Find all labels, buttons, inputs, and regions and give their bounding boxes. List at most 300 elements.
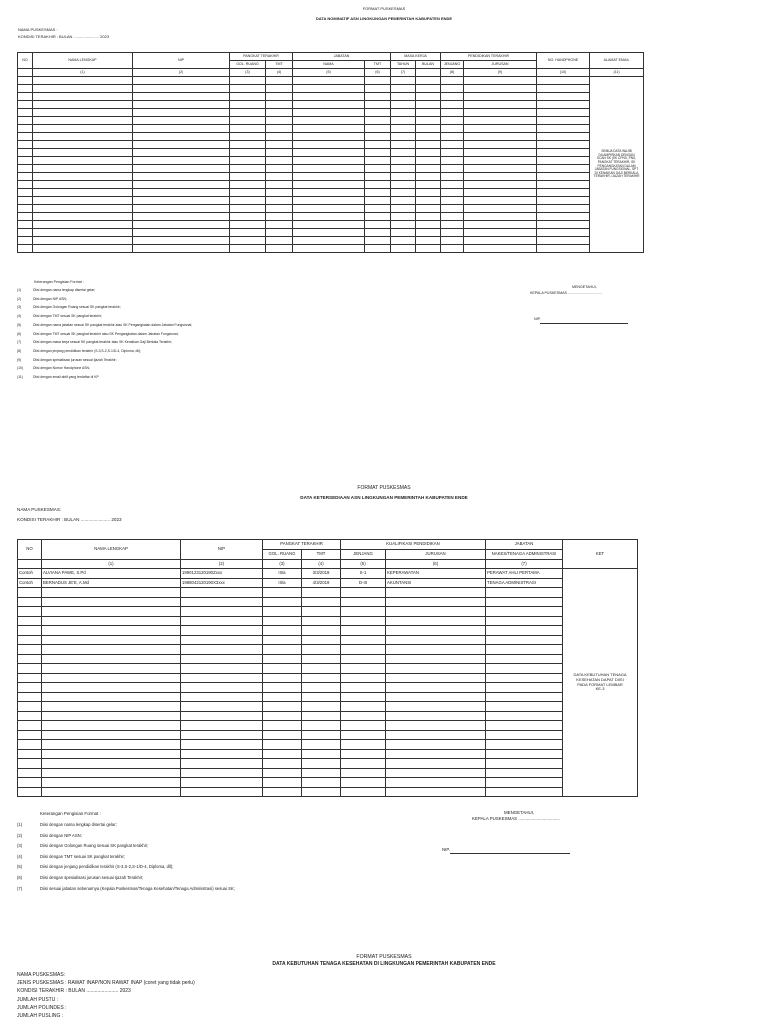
table-cell[interactable] xyxy=(293,133,365,141)
table-cell[interactable] xyxy=(537,197,590,205)
table-cell[interactable] xyxy=(181,702,263,712)
table-cell[interactable] xyxy=(266,205,293,213)
table-cell[interactable] xyxy=(181,759,263,769)
table-cell[interactable] xyxy=(464,149,537,157)
table-cell[interactable] xyxy=(266,221,293,229)
table-cell[interactable] xyxy=(293,165,365,173)
table-cell[interactable] xyxy=(293,205,365,213)
table-cell[interactable] xyxy=(486,768,563,778)
table-cell[interactable] xyxy=(181,664,263,674)
table-cell[interactable] xyxy=(341,740,386,750)
table-cell[interactable] xyxy=(33,157,133,165)
table-cell[interactable] xyxy=(416,205,441,213)
table-cell[interactable] xyxy=(486,616,563,626)
table-cell[interactable] xyxy=(537,141,590,149)
table-cell[interactable] xyxy=(365,181,391,189)
table-cell[interactable] xyxy=(42,759,181,769)
table-cell[interactable] xyxy=(464,213,537,221)
table-cell[interactable] xyxy=(486,702,563,712)
table-cell[interactable] xyxy=(33,189,133,197)
table-cell[interactable] xyxy=(18,616,42,626)
table-cell[interactable] xyxy=(33,141,133,149)
table-cell[interactable] xyxy=(230,213,266,221)
table-cell[interactable] xyxy=(18,125,33,133)
table-cell[interactable] xyxy=(18,635,42,645)
table-cell[interactable] xyxy=(416,173,441,181)
table-cell[interactable] xyxy=(365,229,391,237)
table-cell[interactable] xyxy=(416,125,441,133)
table-cell[interactable] xyxy=(416,237,441,245)
table-cell[interactable] xyxy=(302,778,341,788)
table-cell[interactable] xyxy=(486,635,563,645)
table-cell[interactable] xyxy=(386,616,486,626)
table-cell[interactable] xyxy=(133,245,230,253)
table-cell[interactable] xyxy=(486,749,563,759)
table-cell[interactable] xyxy=(18,607,42,617)
table-cell[interactable] xyxy=(486,645,563,655)
table-cell[interactable] xyxy=(293,109,365,117)
table-cell[interactable] xyxy=(441,229,464,237)
table-cell[interactable] xyxy=(230,165,266,173)
table-cell[interactable] xyxy=(341,626,386,636)
table-cell[interactable] xyxy=(18,740,42,750)
table-cell[interactable] xyxy=(441,141,464,149)
table-cell[interactable] xyxy=(18,141,33,149)
table-cell[interactable] xyxy=(341,692,386,702)
table-cell[interactable] xyxy=(341,787,386,797)
table-cell[interactable] xyxy=(230,141,266,149)
table-cell[interactable] xyxy=(464,125,537,133)
table-cell[interactable] xyxy=(441,149,464,157)
table-cell[interactable] xyxy=(293,189,365,197)
table-cell[interactable] xyxy=(441,101,464,109)
table-cell[interactable] xyxy=(181,740,263,750)
table-cell[interactable] xyxy=(18,213,33,221)
table-cell[interactable] xyxy=(391,109,416,117)
table-cell[interactable] xyxy=(416,245,441,253)
table-cell[interactable]: 3/3/2019 xyxy=(302,569,341,579)
table-cell[interactable] xyxy=(537,109,590,117)
table-cell[interactable] xyxy=(386,645,486,655)
table-cell[interactable]: III/a xyxy=(263,578,302,588)
table-cell[interactable] xyxy=(18,759,42,769)
table-cell[interactable] xyxy=(181,721,263,731)
table-cell[interactable] xyxy=(18,77,33,85)
table-cell[interactable] xyxy=(266,93,293,101)
table-cell[interactable] xyxy=(391,141,416,149)
table-cell[interactable] xyxy=(441,85,464,93)
table-cell[interactable] xyxy=(33,133,133,141)
table-cell[interactable] xyxy=(365,157,391,165)
table-cell[interactable] xyxy=(230,205,266,213)
table-cell[interactable] xyxy=(391,245,416,253)
table-cell[interactable] xyxy=(386,654,486,664)
table-cell[interactable] xyxy=(365,101,391,109)
table-cell[interactable] xyxy=(341,664,386,674)
table-cell[interactable] xyxy=(18,626,42,636)
table-cell[interactable] xyxy=(263,702,302,712)
table-cell[interactable] xyxy=(133,125,230,133)
table-cell[interactable] xyxy=(181,645,263,655)
table-cell[interactable] xyxy=(33,125,133,133)
table-cell[interactable] xyxy=(42,749,181,759)
table-cell[interactable] xyxy=(302,654,341,664)
table-cell[interactable] xyxy=(391,229,416,237)
table-cell[interactable] xyxy=(441,189,464,197)
table-cell[interactable] xyxy=(181,588,263,598)
table-cell[interactable] xyxy=(302,683,341,693)
table-cell[interactable] xyxy=(486,730,563,740)
table-cell[interactable] xyxy=(18,205,33,213)
table-cell[interactable] xyxy=(133,213,230,221)
table-cell[interactable] xyxy=(486,683,563,693)
table-cell[interactable] xyxy=(18,683,42,693)
table-cell[interactable] xyxy=(537,93,590,101)
table-cell[interactable] xyxy=(464,133,537,141)
table-cell[interactable]: ALVIANA PAWE, S.Pd xyxy=(42,569,181,579)
table-cell[interactable] xyxy=(266,101,293,109)
table-cell[interactable] xyxy=(18,654,42,664)
table-cell[interactable] xyxy=(42,645,181,655)
table-cell[interactable] xyxy=(386,664,486,674)
table-cell[interactable] xyxy=(33,221,133,229)
table-cell[interactable] xyxy=(33,213,133,221)
table-cell[interactable] xyxy=(263,692,302,702)
table-cell[interactable] xyxy=(302,759,341,769)
table-cell[interactable] xyxy=(18,93,33,101)
table-cell[interactable] xyxy=(18,101,33,109)
table-cell[interactable] xyxy=(263,607,302,617)
table-cell[interactable] xyxy=(391,165,416,173)
table-cell[interactable] xyxy=(537,77,590,85)
table-cell[interactable] xyxy=(302,692,341,702)
table-cell[interactable] xyxy=(33,117,133,125)
table-cell[interactable] xyxy=(181,711,263,721)
table-cell[interactable] xyxy=(365,237,391,245)
table-cell[interactable] xyxy=(537,173,590,181)
table-cell[interactable] xyxy=(416,165,441,173)
table-cell[interactable] xyxy=(133,237,230,245)
table-cell[interactable] xyxy=(33,229,133,237)
table-cell[interactable] xyxy=(464,165,537,173)
table-cell[interactable] xyxy=(537,133,590,141)
table-cell[interactable] xyxy=(18,109,33,117)
table-cell[interactable] xyxy=(441,213,464,221)
table-cell[interactable] xyxy=(230,77,266,85)
table-cell[interactable] xyxy=(391,133,416,141)
table-cell[interactable] xyxy=(181,768,263,778)
table-cell[interactable] xyxy=(293,93,365,101)
table-cell[interactable] xyxy=(266,141,293,149)
table-cell[interactable] xyxy=(33,85,133,93)
table-cell[interactable] xyxy=(263,683,302,693)
table-cell[interactable] xyxy=(537,181,590,189)
table-cell[interactable] xyxy=(464,101,537,109)
table-cell[interactable]: TENAGA ADMINISTRASI xyxy=(486,578,563,588)
table-cell[interactable] xyxy=(263,787,302,797)
table-cell[interactable] xyxy=(302,635,341,645)
table-cell[interactable]: Contoh xyxy=(18,569,42,579)
table-cell[interactable] xyxy=(293,181,365,189)
table-cell[interactable] xyxy=(266,157,293,165)
table-cell[interactable] xyxy=(386,597,486,607)
table-cell[interactable] xyxy=(391,77,416,85)
table-cell[interactable] xyxy=(391,237,416,245)
table-cell[interactable] xyxy=(341,635,386,645)
table-cell[interactable] xyxy=(33,181,133,189)
table-cell[interactable] xyxy=(386,626,486,636)
table-cell[interactable] xyxy=(266,245,293,253)
table-cell[interactable] xyxy=(302,702,341,712)
table-cell[interactable] xyxy=(263,673,302,683)
table-cell[interactable] xyxy=(33,165,133,173)
table-cell[interactable] xyxy=(391,181,416,189)
table-cell[interactable] xyxy=(365,125,391,133)
table-cell[interactable] xyxy=(537,165,590,173)
table-cell[interactable] xyxy=(18,768,42,778)
table-cell[interactable] xyxy=(302,616,341,626)
table-cell[interactable] xyxy=(18,588,42,598)
table-cell[interactable] xyxy=(441,245,464,253)
table-cell[interactable] xyxy=(133,165,230,173)
table-cell[interactable] xyxy=(341,768,386,778)
table-cell[interactable] xyxy=(181,607,263,617)
table-cell[interactable] xyxy=(341,616,386,626)
table-cell[interactable] xyxy=(293,141,365,149)
table-cell[interactable] xyxy=(133,141,230,149)
table-cell[interactable] xyxy=(181,635,263,645)
table-cell[interactable] xyxy=(18,645,42,655)
table-cell[interactable] xyxy=(230,149,266,157)
table-cell[interactable] xyxy=(18,711,42,721)
table-cell[interactable] xyxy=(230,101,266,109)
table-cell[interactable] xyxy=(263,626,302,636)
table-cell[interactable] xyxy=(464,221,537,229)
table-cell[interactable] xyxy=(391,173,416,181)
table-cell[interactable] xyxy=(263,664,302,674)
table-cell[interactable] xyxy=(18,149,33,157)
table-cell[interactable] xyxy=(365,77,391,85)
table-cell[interactable] xyxy=(133,77,230,85)
table-cell[interactable] xyxy=(33,205,133,213)
table-cell[interactable] xyxy=(365,85,391,93)
table-cell[interactable] xyxy=(486,654,563,664)
table-cell[interactable] xyxy=(302,749,341,759)
table-cell[interactable] xyxy=(386,711,486,721)
table-cell[interactable] xyxy=(266,181,293,189)
table-cell[interactable] xyxy=(416,229,441,237)
table-cell[interactable] xyxy=(486,740,563,750)
table-cell[interactable] xyxy=(293,149,365,157)
table-cell[interactable] xyxy=(386,635,486,645)
table-cell[interactable] xyxy=(486,711,563,721)
table-cell[interactable]: AKUNTANSI xyxy=(386,578,486,588)
table-cell[interactable] xyxy=(263,749,302,759)
table-cell[interactable] xyxy=(391,205,416,213)
table-cell[interactable] xyxy=(293,197,365,205)
table-cell[interactable] xyxy=(537,245,590,253)
table-cell[interactable] xyxy=(181,597,263,607)
table-cell[interactable] xyxy=(441,165,464,173)
table-cell[interactable] xyxy=(302,607,341,617)
table-cell[interactable] xyxy=(416,85,441,93)
table-cell[interactable] xyxy=(230,197,266,205)
table-cell[interactable] xyxy=(133,149,230,157)
table-cell[interactable] xyxy=(42,683,181,693)
table-cell[interactable] xyxy=(537,157,590,165)
table-cell[interactable] xyxy=(302,664,341,674)
table-cell[interactable] xyxy=(42,635,181,645)
table-cell[interactable] xyxy=(365,213,391,221)
table-cell[interactable] xyxy=(263,597,302,607)
table-cell[interactable] xyxy=(181,683,263,693)
table-cell[interactable] xyxy=(230,173,266,181)
table-cell[interactable] xyxy=(18,237,33,245)
table-cell[interactable] xyxy=(391,197,416,205)
table-cell[interactable] xyxy=(181,787,263,797)
table-cell[interactable] xyxy=(181,673,263,683)
table-cell[interactable] xyxy=(391,213,416,221)
table-cell[interactable] xyxy=(133,181,230,189)
table-cell[interactable] xyxy=(416,93,441,101)
table-cell[interactable] xyxy=(266,149,293,157)
table-cell[interactable] xyxy=(263,768,302,778)
table-cell[interactable] xyxy=(464,181,537,189)
table-cell[interactable] xyxy=(464,189,537,197)
table-cell[interactable] xyxy=(302,740,341,750)
table-cell[interactable] xyxy=(18,749,42,759)
table-cell[interactable] xyxy=(441,93,464,101)
table-cell[interactable] xyxy=(464,197,537,205)
table-cell[interactable] xyxy=(293,77,365,85)
table-cell[interactable] xyxy=(391,189,416,197)
table-cell[interactable] xyxy=(230,93,266,101)
table-cell[interactable] xyxy=(263,711,302,721)
table-cell[interactable] xyxy=(18,189,33,197)
table-cell[interactable] xyxy=(293,101,365,109)
table-cell[interactable] xyxy=(341,711,386,721)
table-cell[interactable] xyxy=(486,673,563,683)
table-cell[interactable] xyxy=(42,673,181,683)
table-cell[interactable] xyxy=(263,616,302,626)
table-cell[interactable] xyxy=(18,197,33,205)
table-cell[interactable] xyxy=(464,237,537,245)
table-cell[interactable] xyxy=(33,109,133,117)
table-cell[interactable] xyxy=(42,721,181,731)
table-cell[interactable] xyxy=(486,597,563,607)
table-cell[interactable] xyxy=(365,205,391,213)
table-cell[interactable] xyxy=(18,664,42,674)
table-cell[interactable] xyxy=(341,749,386,759)
table-cell[interactable] xyxy=(416,101,441,109)
table-cell[interactable] xyxy=(263,778,302,788)
table-cell[interactable] xyxy=(537,205,590,213)
table-cell[interactable] xyxy=(464,229,537,237)
table-cell[interactable]: D-III xyxy=(341,578,386,588)
table-cell[interactable] xyxy=(341,778,386,788)
table-cell[interactable] xyxy=(416,117,441,125)
table-cell[interactable] xyxy=(42,787,181,797)
table-cell[interactable] xyxy=(365,93,391,101)
table-cell[interactable] xyxy=(341,645,386,655)
table-cell[interactable] xyxy=(416,149,441,157)
table-cell[interactable] xyxy=(391,125,416,133)
table-cell[interactable]: Contoh xyxy=(18,578,42,588)
table-cell[interactable] xyxy=(441,109,464,117)
table-cell[interactable] xyxy=(266,237,293,245)
table-cell[interactable] xyxy=(42,654,181,664)
table-cell[interactable] xyxy=(42,702,181,712)
table-cell[interactable] xyxy=(537,101,590,109)
table-cell[interactable] xyxy=(486,626,563,636)
table-cell[interactable] xyxy=(181,749,263,759)
table-cell[interactable] xyxy=(133,197,230,205)
table-cell[interactable] xyxy=(42,692,181,702)
table-cell[interactable]: BERNADUS JE'E, A.Md xyxy=(42,578,181,588)
table-cell[interactable] xyxy=(365,245,391,253)
table-cell[interactable] xyxy=(133,221,230,229)
table-cell[interactable] xyxy=(486,778,563,788)
table-cell[interactable] xyxy=(365,117,391,125)
table-cell[interactable] xyxy=(266,197,293,205)
table-cell[interactable] xyxy=(302,787,341,797)
table-cell[interactable]: PERAWAT AHLI PERTAMA xyxy=(486,569,563,579)
table-cell[interactable] xyxy=(133,133,230,141)
table-cell[interactable] xyxy=(365,221,391,229)
table-cell[interactable] xyxy=(386,787,486,797)
table-cell[interactable] xyxy=(416,109,441,117)
table-cell[interactable] xyxy=(441,133,464,141)
table-cell[interactable] xyxy=(416,221,441,229)
table-cell[interactable] xyxy=(391,157,416,165)
table-cell[interactable] xyxy=(266,229,293,237)
table-cell[interactable] xyxy=(263,721,302,731)
table-cell[interactable] xyxy=(133,85,230,93)
table-cell[interactable] xyxy=(230,245,266,253)
table-cell[interactable] xyxy=(181,692,263,702)
table-cell[interactable] xyxy=(18,165,33,173)
table-cell[interactable] xyxy=(293,117,365,125)
table-cell[interactable] xyxy=(230,117,266,125)
table-cell[interactable] xyxy=(133,205,230,213)
table-cell[interactable] xyxy=(42,778,181,788)
table-cell[interactable] xyxy=(263,588,302,598)
table-cell[interactable] xyxy=(464,157,537,165)
table-cell[interactable] xyxy=(537,125,590,133)
table-cell[interactable] xyxy=(441,197,464,205)
table-cell[interactable] xyxy=(464,117,537,125)
table-cell[interactable] xyxy=(365,165,391,173)
table-cell[interactable] xyxy=(42,626,181,636)
table-cell[interactable] xyxy=(181,778,263,788)
table-cell[interactable] xyxy=(365,197,391,205)
table-cell[interactable] xyxy=(266,133,293,141)
table-cell[interactable] xyxy=(18,133,33,141)
table-cell[interactable] xyxy=(302,711,341,721)
table-cell[interactable] xyxy=(537,189,590,197)
table-cell[interactable] xyxy=(341,607,386,617)
table-cell[interactable] xyxy=(18,157,33,165)
table-cell[interactable] xyxy=(464,245,537,253)
table-cell[interactable] xyxy=(302,768,341,778)
table-cell[interactable] xyxy=(266,165,293,173)
table-cell[interactable] xyxy=(464,173,537,181)
table-cell[interactable] xyxy=(42,730,181,740)
table-cell[interactable] xyxy=(341,759,386,769)
table-cell[interactable] xyxy=(293,229,365,237)
table-cell[interactable] xyxy=(263,730,302,740)
table-cell[interactable] xyxy=(263,759,302,769)
